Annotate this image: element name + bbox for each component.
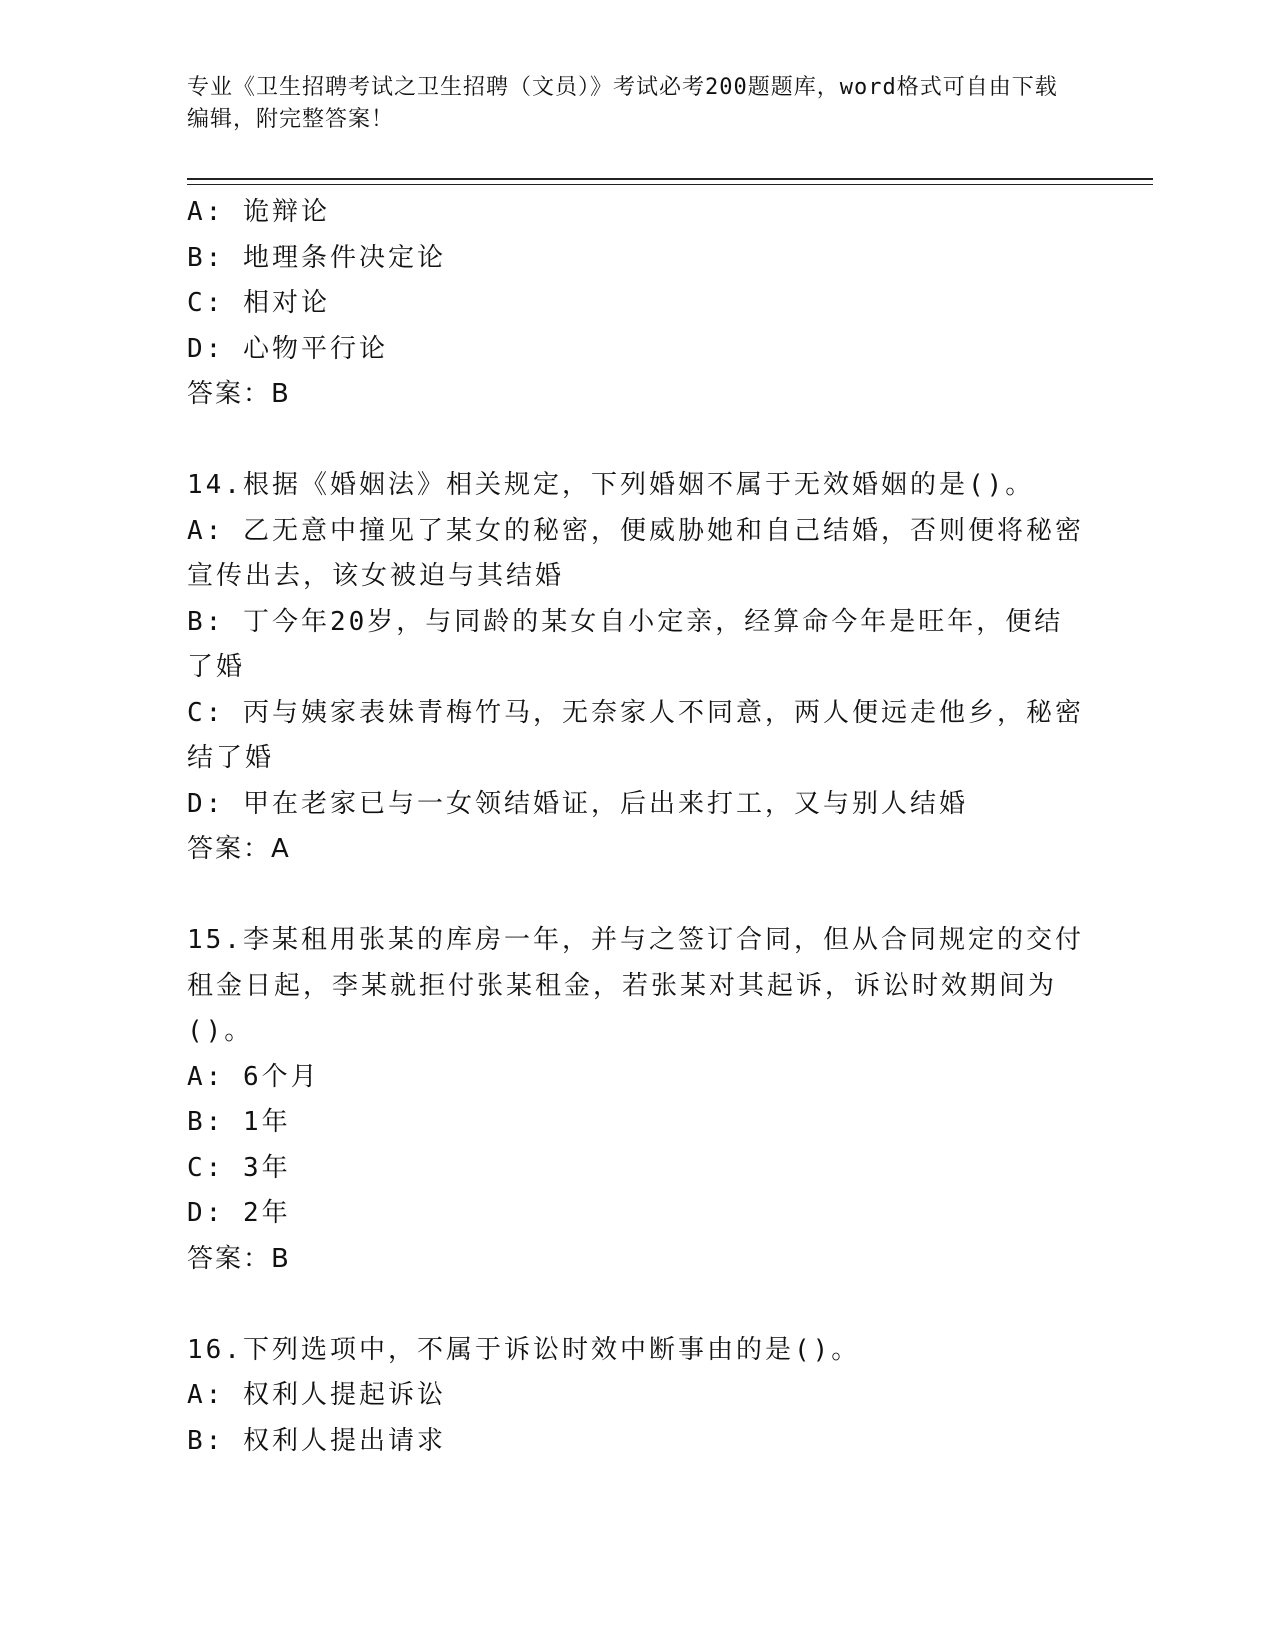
- header-divider-thick: [187, 178, 1153, 180]
- question-14: [187, 463, 1087, 873]
- q15-option-a: A: 6个月: [187, 1061, 320, 1092]
- question-16: [187, 1328, 1087, 1465]
- question-list: [187, 190, 1087, 1464]
- q15-stem-line2: 租金日起，李某就拒付张某租金，若张某对其起诉，诉讼时效期间为: [187, 970, 1058, 1001]
- q15-option-b: B: 1年: [187, 1107, 291, 1137]
- header-divider-thin: [187, 184, 1153, 185]
- q14-option-c-line2: 结了婚: [187, 743, 275, 773]
- q16-option-a: A: 权利人提起诉讼: [187, 1380, 446, 1410]
- q13-option-b: B: 地理条件决定论: [187, 242, 446, 273]
- q14-answer: 答案：A: [187, 834, 291, 864]
- q14-option-b-line1: B: 丁今年20岁，与同龄的某女自小定亲，经算命今年是旺年，便结: [187, 606, 1064, 637]
- q16-stem: 16.下列选项中，不属于诉讼时效中断事由的是()。: [187, 1334, 861, 1365]
- q13-option-d: D: 心物平行论: [187, 333, 388, 364]
- q15-stem-line1: 15.李某租用张某的库房一年，并与之签订合同，但从合同规定的交付: [187, 925, 1084, 955]
- q15-option-d: D: 2年: [187, 1198, 291, 1228]
- q15-stem-line3: ()。: [187, 1016, 254, 1046]
- q15-answer: 答案：B: [187, 1243, 291, 1274]
- question-15: [187, 918, 1087, 1282]
- q13-option-c: C: 相对论: [187, 288, 330, 318]
- q13-answer: 答案：B: [187, 379, 291, 409]
- q14-option-a-line2: 宣传出去，该女被迫与其结婚: [187, 561, 565, 591]
- q15-option-c: C: 3年: [187, 1152, 291, 1183]
- q14-option-c-line1: C: 丙与姨家表妹青梅竹马，无奈家人不同意，两人便远走他乡，秘密: [187, 697, 1084, 728]
- q14-option-a-line1: A: 乙无意中撞见了某女的秘密，便威胁她和自己结婚，否则便将秘密: [187, 515, 1084, 546]
- q16-option-b: B: 权利人提出请求: [187, 1425, 446, 1456]
- q13-option-a: A: 诡辩论: [187, 197, 330, 227]
- spacer: [187, 873, 1087, 919]
- q14-stem: 14.根据《婚姻法》相关规定，下列婚姻不属于无效婚姻的是()。: [187, 470, 1035, 500]
- document-header: 专业《卫生招聘考试之卫生招聘（文员）》考试必考200题题库，word格式可自由下载编辑，附完整答案！: [187, 75, 1058, 132]
- q14-option-b-line2: 了婚: [187, 652, 246, 682]
- question-13: [187, 190, 1087, 418]
- q14-option-d: D: 甲在老家已与一女领结婚证，后出来打工，又与别人结婚: [187, 788, 968, 819]
- spacer: [187, 418, 1087, 464]
- spacer: [187, 1282, 1087, 1328]
